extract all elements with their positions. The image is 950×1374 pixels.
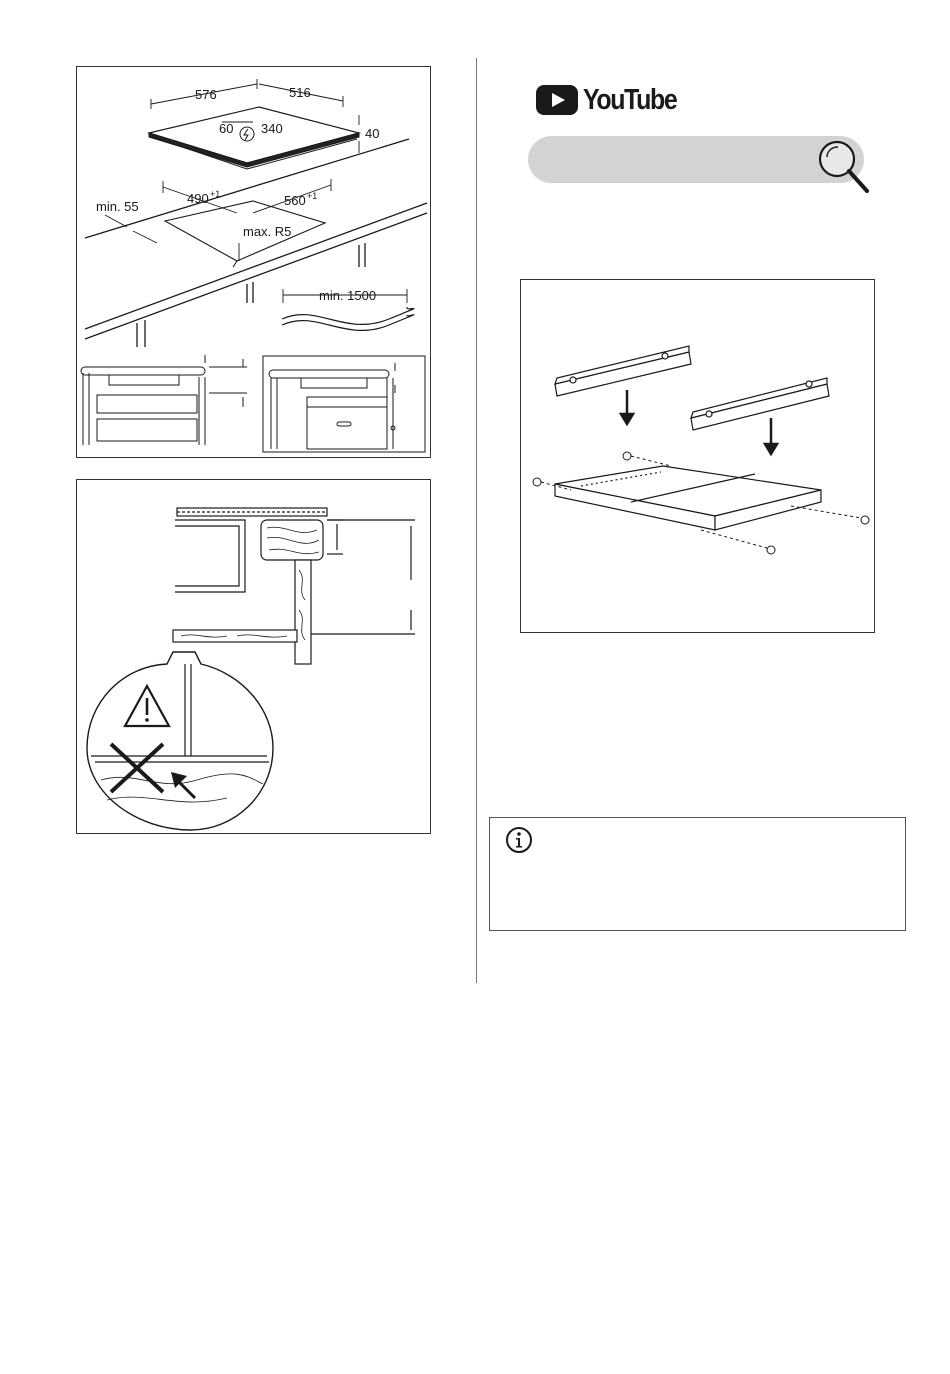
sealing-section-figure [76,479,431,834]
label-radius: max. R5 [243,224,292,239]
youtube-logo [536,82,692,118]
mounting-brackets-drawing [521,280,876,634]
label-cutout-width: 560 [284,193,306,208]
youtube-wordmark: YouTube [583,83,677,116]
info-note-box [489,817,906,931]
mounting-brackets-figure [520,279,875,633]
magnifier-icon[interactable] [812,138,872,198]
youtube-play-icon [536,85,578,115]
label-cutout-depth-tol: +1 [210,189,221,199]
label-width: 576 [195,87,217,102]
label-height: 40 [365,126,380,141]
column-divider [476,58,477,983]
hob-dimensions-drawing [77,67,432,459]
info-icon [505,826,533,854]
label-depth: 516 [289,85,311,100]
detail-magnifier [87,652,273,830]
label-cable-length: min. 1500 [319,288,377,303]
label-cutout-width-tol: +1 [307,191,318,201]
sealing-section-drawing [77,480,432,835]
label-min-edge: min. 55 [96,199,139,214]
label-cable-x: 60 [219,121,234,136]
label-cable-y: 340 [261,121,283,136]
label-cutout-depth: 490 [187,191,209,206]
hob-top [149,107,359,169]
hob-dimensions-figure [76,66,431,458]
side-section-inset-left [81,355,247,445]
